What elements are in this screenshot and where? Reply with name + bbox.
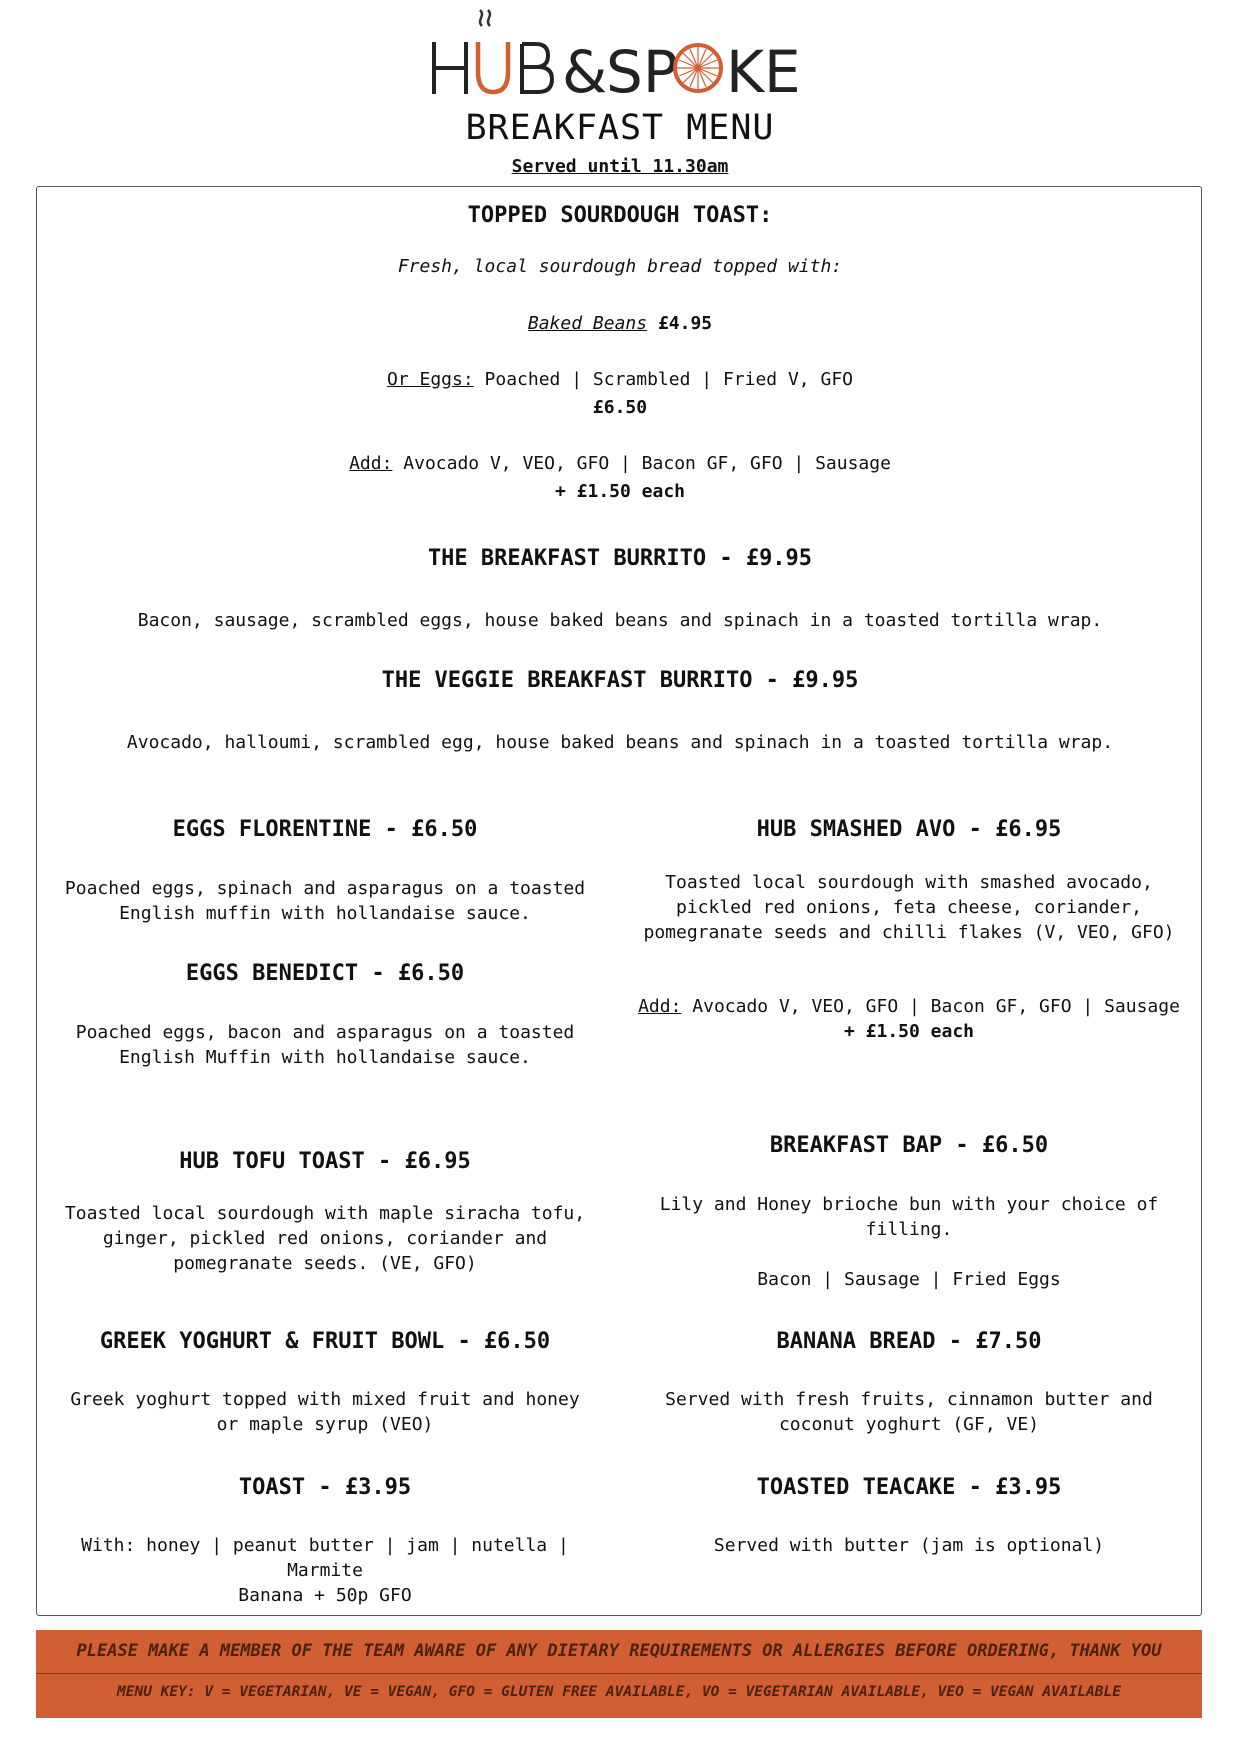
avo-add-price: + £1.50 each	[843, 1021, 975, 1042]
tofu-heading: HUB TOFU TOAST - £6.95	[179, 1149, 471, 1174]
toast-add	[0, 451, 1240, 476]
footer-divider	[36, 1673, 1202, 1674]
bap-desc-2: filling.	[865, 1219, 953, 1240]
avo-desc-2: pickled red onions, feta cheese, coriander,	[676, 897, 1142, 918]
svg-text:&: &	[562, 38, 608, 100]
benedict-desc-2: English Muffin with hollandaise sauce.	[119, 1047, 531, 1068]
toast-heading: TOPPED SOURDOUGH TOAST:	[467, 203, 773, 228]
menu-key: MENU KEY: V = VEGETARIAN, VE = VEGAN, GFO = GLUTEN FREE AVAILABLE, VO = VEGETARIAN AVAILABLE, VEO = VEGAN AVAILABLE	[117, 1684, 1121, 1700]
plain-toast-heading: TOAST - £3.95	[238, 1475, 412, 1500]
bap-desc-1: Lily and Honey brioche bun with your choice of	[659, 1194, 1159, 1215]
avo-desc-1: Toasted local sourdough with smashed avocado,	[665, 872, 1153, 893]
yoghurt-heading: GREEK YOGHURT & FRUIT BOWL - £6.50	[99, 1329, 551, 1354]
toast-add-options: Avocado V, VEO, GFO | Bacon GF, GFO | Sausage	[403, 453, 891, 474]
florentine-desc-2: English muffin with hollandaise sauce.	[119, 903, 531, 924]
plain-toast-desc-2: Marmite	[287, 1560, 363, 1581]
allergy-note: PLEASE MAKE A MEMBER OF THE TEAM AWARE OF ANY DIETARY REQUIREMENTS OR ALLERGIES BEFORE ORDERING, THANK YOU	[76, 1641, 1162, 1661]
eggs-price: £6.50	[592, 397, 648, 418]
banana-heading: BANANA BREAD - £7.50	[776, 1329, 1042, 1354]
veggie-burrito-heading: THE VEGGIE BREAKFAST BURRITO - £9.95	[381, 668, 859, 693]
florentine-desc-1: Poached eggs, spinach and asparagus on a toasted	[64, 878, 586, 899]
teacake-heading: TOASTED TEACAKE - £3.95	[756, 1475, 1062, 1500]
toast-beans	[0, 311, 1240, 336]
serving-time: Served until 11.30am	[511, 156, 729, 177]
allergy-footer	[36, 1630, 1202, 1718]
menu-title: BREAKFAST MENU	[465, 108, 775, 148]
tofu-desc-2: ginger, pickled red onions, coriander and	[102, 1228, 548, 1249]
burrito-desc: Bacon, sausage, scrambled eggs, house baked beans and spinach in a toasted tortilla wrap.	[137, 610, 1103, 631]
avo-add-label: Add:	[638, 996, 682, 1017]
teacake-desc: Served with butter (jam is optional)	[713, 1535, 1105, 1556]
benedict-heading: EGGS BENEDICT - £6.50	[185, 961, 465, 986]
toast-add-price: + £1.50 each	[554, 481, 686, 502]
avo-add-options: Avocado V, VEO, GFO | Bacon GF, GFO | Sausage	[692, 996, 1180, 1017]
avo-desc-3: pomegranate seeds and chilli flakes (V, VEO, GFO)	[643, 922, 1175, 943]
hub-and-spoke-logo	[0, 8, 1240, 100]
svg-text:SP: SP	[606, 38, 678, 100]
florentine-heading: EGGS FLORENTINE - £6.50	[172, 817, 478, 842]
eggs-options: Poached | Scrambled | Fried V, GFO	[484, 369, 853, 390]
beans-price: £4.95	[657, 313, 713, 334]
banana-desc-1: Served with fresh fruits, cinnamon butter and	[665, 1389, 1153, 1410]
yoghurt-desc-1: Greek yoghurt topped with mixed fruit and honey	[70, 1389, 580, 1410]
tofu-desc-1: Toasted local sourdough with maple siracha tofu,	[64, 1203, 586, 1224]
bap-heading: BREAKFAST BAP - £6.50	[769, 1133, 1049, 1158]
avo-add	[618, 994, 1200, 1019]
bap-options: Bacon | Sausage | Fried Eggs	[757, 1269, 1061, 1290]
toast-eggs	[0, 367, 1240, 392]
yoghurt-desc-2: or maple syrup (VEO)	[216, 1414, 434, 1435]
beans-label: Baked Beans	[527, 313, 648, 334]
veggie-burrito-desc: Avocado, halloumi, scrambled egg, house baked beans and spinach in a toasted tortilla wrap.	[126, 732, 1114, 753]
banana-desc-2: coconut yoghurt (GF, VE)	[778, 1414, 1040, 1435]
svg-text:KE: KE	[726, 38, 801, 100]
logo-graphic	[430, 8, 810, 100]
burrito-heading: THE BREAKFAST BURRITO - £9.95	[427, 546, 813, 571]
plain-toast-desc-3: Banana + 50p GFO	[238, 1585, 412, 1606]
tofu-desc-3: pomegranate seeds. (VE, GFO)	[173, 1253, 477, 1274]
toast-add-label: Add:	[349, 453, 393, 474]
avo-heading: HUB SMASHED AVO - £6.95	[756, 817, 1062, 842]
plain-toast-desc-1: With: honey | peanut butter | jam | nutella |	[81, 1535, 569, 1556]
eggs-label: Or Eggs:	[386, 369, 474, 390]
benedict-desc-1: Poached eggs, bacon and asparagus on a toasted	[75, 1022, 575, 1043]
toast-intro: Fresh, local sourdough bread topped with:	[397, 256, 843, 277]
